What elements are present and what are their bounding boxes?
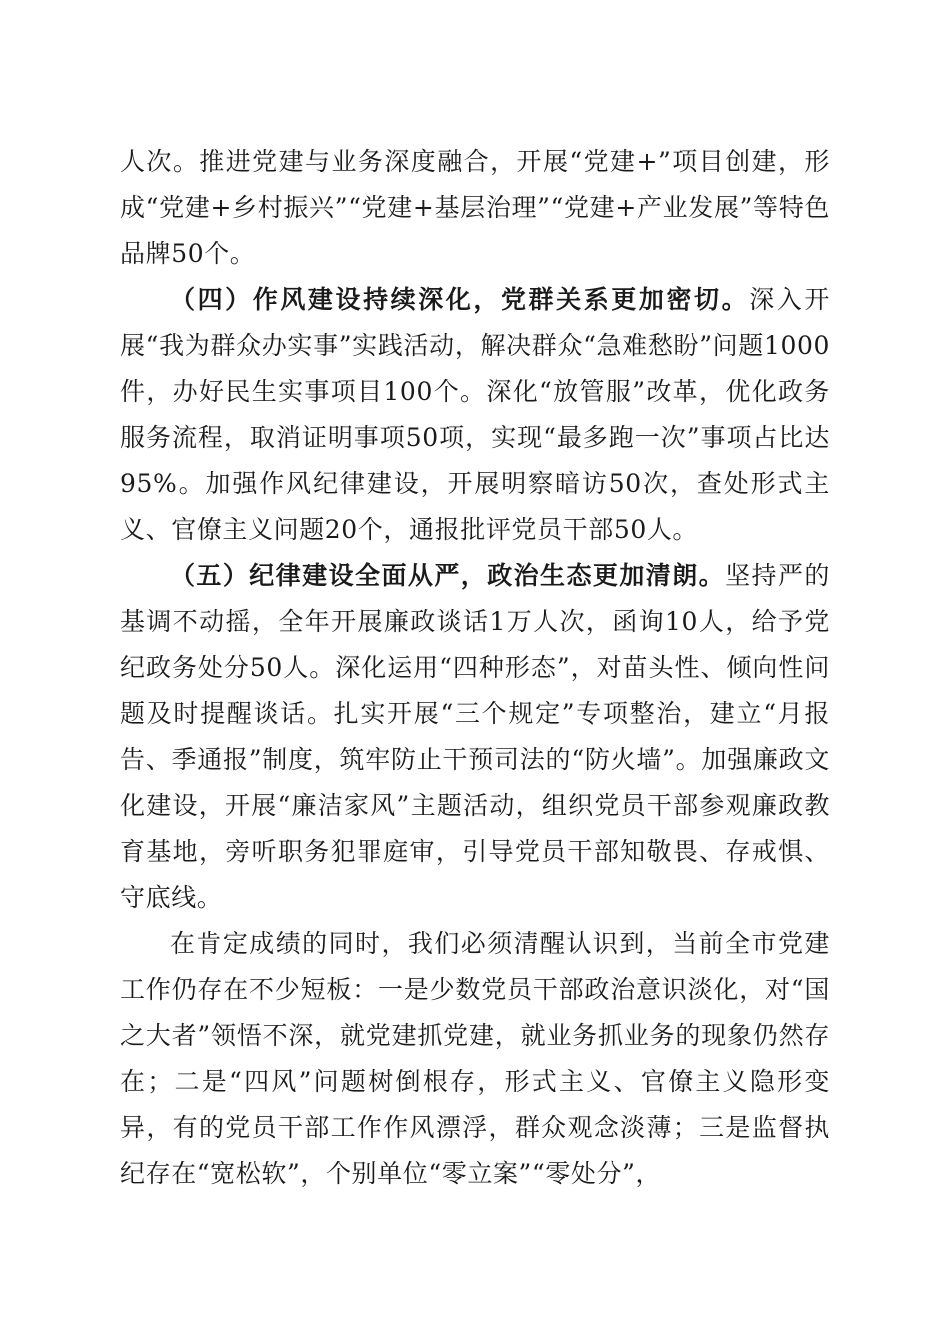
- paragraph-3-lead: （五）纪律建设全面从严，政治生态更加清朗。: [170, 561, 726, 590]
- paragraph-2-lead: （四）作风建设持续深化，党群关系更加密切。: [170, 285, 750, 314]
- paragraph-2: [120, 277, 830, 553]
- paragraph-3-text: 坚持严的基调不动摇，全年开展廉政谈话1万人次，函询10人，给予党纪政务处分50人。深化运用“四种形态”，对苗头性、倾向性问题及时提醒谈话。扎实开展“三个规定”专项整治，建立“月报告、季通报”制度，筑牢防止干预司法的“防火墙”。加强廉政文化建设，开展“廉洁家风”主题活动，组织党员干部参观廉政教育基地，旁听职务犯罪庭审，引导党员干部知敬畏、存戒惧、守底线。: [120, 561, 830, 912]
- paragraph-1: [120, 139, 830, 277]
- paragraph-4-text: 在肯定成绩的同时，我们必须清醒认识到，当前全市党建工作仍存在不少短板：一是少数党员干部政治意识淡化，对“国之大者”领悟不深，就党建抓党建，就业务抓业务的现象仍然存在；二是“四风”问题树倒根存，形式主义、官僚主义隐形变异，有的党员干部工作作风漂浮，群众观念淡薄；三是监督执纪存在“宽松软”，个别单位“零立案”“零处分”，: [120, 929, 830, 1188]
- document-body: [120, 139, 830, 1197]
- paragraph-1-text: 人次。推进党建与业务深度融合，开展“党建+”项目创建，形成“党建+乡村振兴”“党建+基层治理”“党建+产业发展”等特色品牌50个。: [120, 147, 830, 268]
- paragraph-4: [120, 921, 830, 1197]
- paragraph-3: [120, 553, 830, 921]
- paragraph-2-text: 深入开展“我为群众办实事”实践活动，解决群众“急难愁盼”问题1000件，办好民生实事项目100个。深化“放管服”改革，优化政务服务流程，取消证明事项50项，实现“最多跑一次”事项占比达95%。加强作风纪律建设，开展明察暗访50次，查处形式主义、官僚主义问题20个，通报批评党员干部50人。: [120, 285, 830, 544]
